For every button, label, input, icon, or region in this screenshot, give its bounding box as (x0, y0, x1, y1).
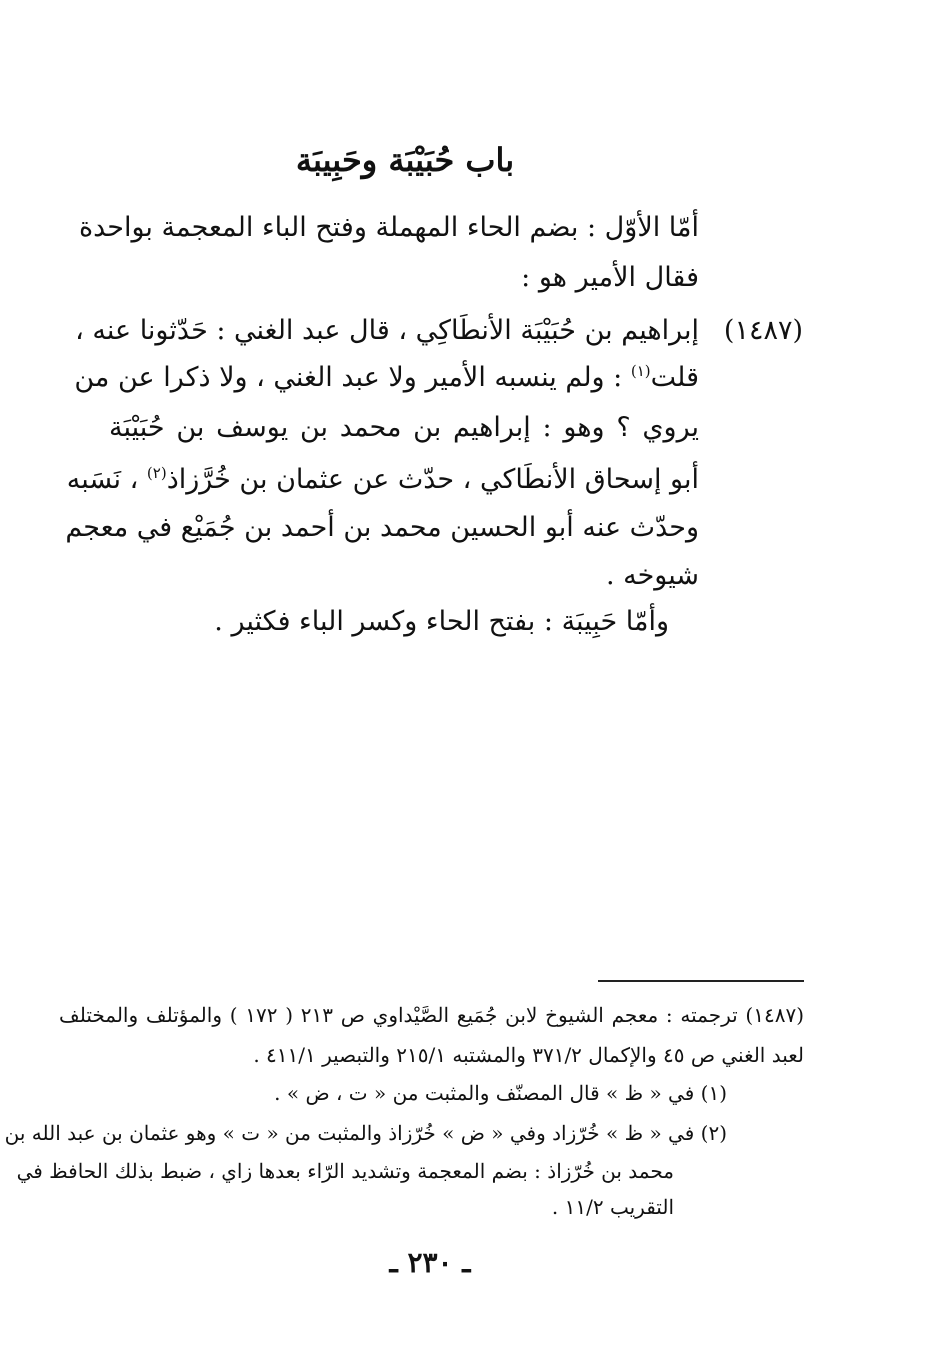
entry-line-1: إبراهيم بن حُبَيْبَة الأنطَاكِي ، قال عبد الغني : حَدّثونا عنه ، (75, 315, 699, 346)
intro-line-1: أمّا الأوّل : بضم الحاء المهملة وفتح الباء المعجمة بواحدة (78, 212, 699, 243)
entry-line-2-start: قلت (650, 362, 699, 393)
entry-line-4-end: ، نَسَبه (66, 464, 147, 495)
entry-number: (١٤٨٧) (723, 315, 803, 346)
footnote-1: (١) في « ظ » قال المصنّف والمثبت من « ت ، ض » . (274, 1081, 727, 1105)
chapter-title: باب حُبَيْبَة وحَبِيبَة (295, 141, 515, 179)
entry-line-2 (74, 358, 699, 398)
entry-line-2-end: : ولم ينسبه الأمير ولا عبد الغني ، ولا ذكرا عن من (74, 362, 631, 393)
footnote-2-line-1: (٢) في « ظ » خُرّزاد وفي « ض » خُرّزاذ والمثبت من « ت » وهو عثمان بن عبد الله بن (4, 1121, 727, 1145)
footnote-main-line-1: (١٤٨٧) ترجمته : معجم الشيوخ لابن جُمَيع الصَّيْداوي ص ٢١٣ ( ١٧٢ ) والمؤتلف والمختلف (59, 1003, 804, 1027)
entry-line-5: وحدّث عنه أبو الحسين محمد بن أحمد بن جُمَيْع في معجم (65, 512, 699, 543)
intro-line-2: فقال الأمير هو : (521, 262, 699, 293)
entry-line-4-start: أبو إسحاق الأنطَاكي ، حدّث عن عثمان بن خُرَّزاذ (166, 464, 699, 495)
footnote-main-line-2: لعبد الغني ص ٤٥ والإكمال ٣٧١/٢ والمشتبه ٢١٥/١ والتبصير ٤١١/١ . (253, 1043, 804, 1067)
footnote-2-line-3: التقريب ١١/٢ . (551, 1195, 674, 1219)
entry-line-3: يروي ؟ وهو : إبراهيم بن محمد بن يوسف بن حُبَيْبَة (109, 412, 699, 443)
footnote-2-line-2: محمد بن خُرّزاذ : بضم المعجمة وتشديد الرّاء بعدها زاي ، ضبط بذلك الحافظ في (16, 1159, 674, 1183)
footnote-ref-1: (١) (630, 362, 651, 380)
second-paragraph: وأمّا حَبِيبَة : بفتح الحاء وكسر الباء فكثير . (214, 606, 669, 637)
footnote-ref-2: (٢) (146, 464, 167, 482)
footnote-separator (598, 980, 804, 982)
entry-line-6: شيوخه . (605, 560, 699, 591)
page-number: ـ ٢٣٠ ـ (389, 1246, 471, 1279)
entry-line-4 (66, 460, 699, 500)
